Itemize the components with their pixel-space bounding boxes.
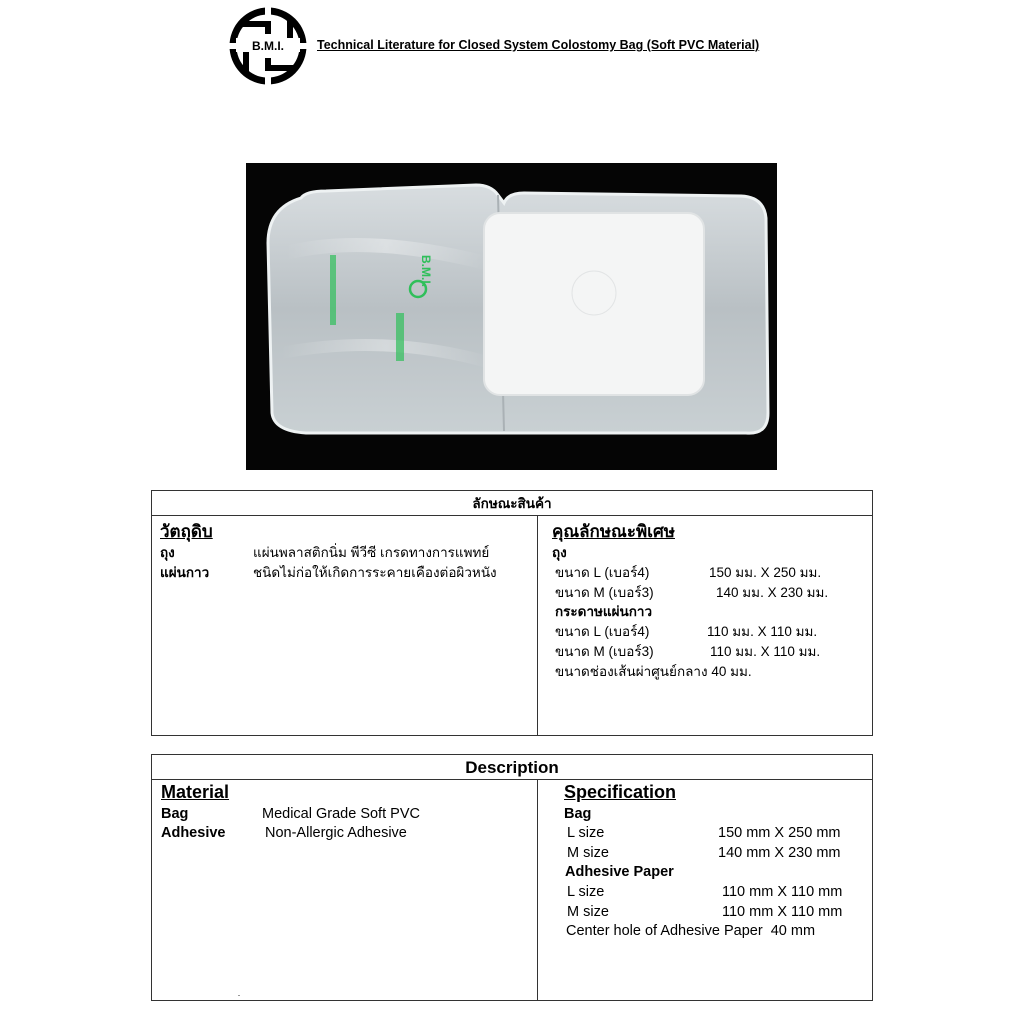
thai-material-label: ถุง: [160, 545, 175, 560]
thai-spec-value: 140 มม. X 230 มม.: [716, 585, 829, 600]
material-value: Medical Grade Soft PVC: [262, 806, 420, 822]
thai-spec-value: 150 มม. X 250 มม.: [709, 565, 822, 580]
material-label: Adhesive: [161, 825, 226, 841]
spec-value: 110 mm X 110 mm: [722, 904, 843, 920]
english-section-heading: Description: [152, 755, 872, 780]
document-title: Technical Literature for Closed System Colostomy Bag (Soft PVC Material): [317, 38, 760, 52]
thai-material-title: วัตถุดิบ: [160, 522, 213, 541]
specification-title: Specification: [564, 782, 677, 802]
thai-description-box: [151, 490, 873, 736]
stray-mark: [238, 995, 240, 996]
thai-section-heading: ลักษณะสินค้า: [152, 491, 872, 516]
thai-material-value: แผ่นพลาสติกนิ่ม พีวีซี เกรดทางการแพทย์: [253, 545, 490, 560]
bag-print: B.M.I.: [419, 255, 433, 287]
spec-value: 150 mm X 250 mm: [718, 825, 841, 841]
product-photo: [246, 163, 777, 470]
thai-spec-value: 110 มม. X 110 มม.: [710, 644, 821, 659]
thai-spec-value: 110 มม. X 110 มม.: [707, 624, 818, 639]
spec-label: L size: [567, 884, 605, 900]
spec-label: M size: [567, 904, 609, 920]
thai-spec-label: ขนาด L (เบอร์4): [555, 624, 650, 639]
column-divider: [537, 780, 538, 1000]
adhesive-paper-title: Adhesive Paper: [565, 864, 674, 880]
thai-spec-label: ขนาด M (เบอร์3): [555, 644, 654, 659]
thai-spec-label: ขนาด L (เบอร์4): [555, 565, 650, 580]
thai-paper-title: กระดาษแผ่นกาว: [555, 604, 653, 619]
spec-value: 140 mm X 230 mm: [718, 845, 841, 861]
center-hole-size: Center hole of Adhesive Paper 40 mm: [566, 923, 816, 939]
english-description-box: [151, 754, 873, 1001]
thai-spec-label: ขนาด M (เบอร์3): [555, 585, 654, 600]
bag-title: Bag: [564, 806, 592, 822]
spec-value: 110 mm X 110 mm: [722, 884, 843, 900]
material-label: Bag: [161, 806, 189, 822]
material-title: Material: [161, 782, 230, 802]
thai-bag-title: ถุง: [552, 545, 567, 560]
thai-hole-size: ขนาดช่องเส้นผ่าศูนย์กลาง 40 มม.: [555, 664, 752, 679]
spec-label: L size: [567, 825, 605, 841]
bmi-logo: [228, 6, 308, 86]
spec-label: M size: [567, 845, 609, 861]
thai-material-label: แผ่นกาว: [160, 565, 210, 580]
logo-text: B.M.I.: [252, 39, 284, 53]
column-divider: [537, 516, 538, 735]
thai-material-value: ชนิดไม่ก่อให้เกิดการระคายเคืองต่อผิวหนัง: [253, 565, 497, 580]
colostomy-bag-illustration: [246, 163, 777, 470]
material-value: Non-Allergic Adhesive: [265, 825, 407, 841]
thai-specification-title: คุณลักษณะพิเศษ: [552, 522, 675, 541]
